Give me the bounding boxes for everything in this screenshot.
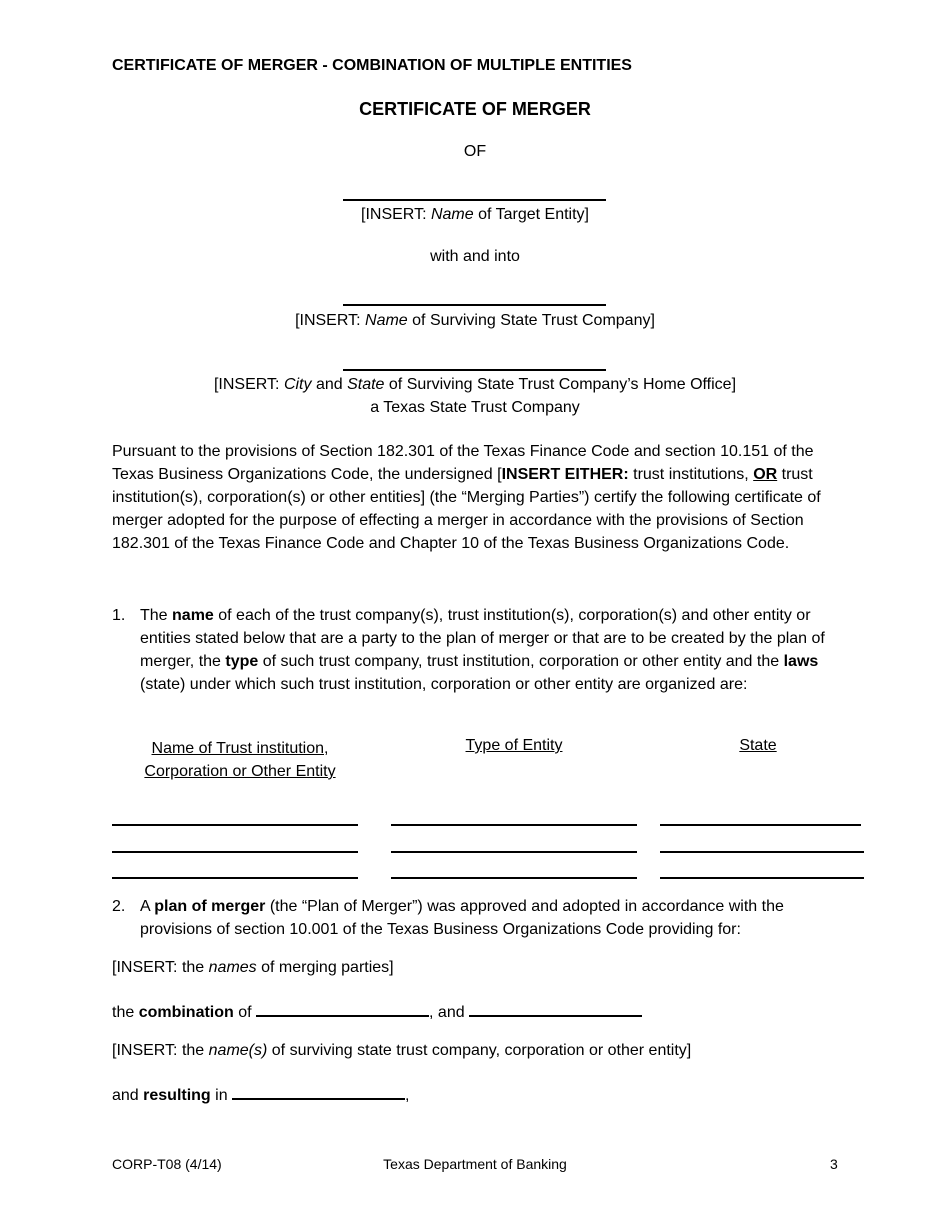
item-text: of such trust company, trust institution, corporation or other entity and the bbox=[258, 653, 784, 670]
entity-type-blank[interactable] bbox=[391, 824, 637, 826]
item-number: 1. bbox=[112, 607, 126, 624]
caption-prefix: [INSERT: bbox=[361, 206, 431, 223]
intro-text: Pursuant to the provisions of Section 182.301 of the Texas Finance Code and section 10.151 of the Texas Business Organizations Code, the undersigned [ bbox=[112, 443, 814, 483]
caption-suffix: of merging parties] bbox=[256, 959, 394, 976]
merging-parties-caption bbox=[112, 959, 394, 977]
caption-emph: names bbox=[208, 959, 257, 976]
surviving-entity-caption bbox=[112, 1042, 691, 1060]
intro-bold: INSERT EITHER: bbox=[501, 466, 629, 483]
col-header-line: Corporation or Other Entity bbox=[144, 763, 336, 780]
item-bold: type bbox=[225, 653, 259, 670]
combination-line bbox=[112, 1001, 642, 1022]
intro-text: trust institutions, bbox=[628, 466, 754, 483]
entity-name-blank[interactable] bbox=[112, 824, 358, 826]
resulting-end: , bbox=[405, 1087, 410, 1104]
caption-prefix: [INSERT: bbox=[295, 312, 366, 329]
footer-agency: Texas Department of Banking bbox=[383, 1156, 567, 1172]
item-1-body bbox=[140, 604, 842, 696]
surviving-company-blank[interactable] bbox=[343, 304, 606, 306]
entity-type-line: a Texas State Trust Company bbox=[370, 399, 580, 416]
caption-city: City bbox=[283, 376, 312, 393]
caption-suffix: of Surviving State Trust Company’s Home Office] bbox=[384, 376, 737, 393]
caption-suffix: of Target Entity] bbox=[473, 206, 589, 223]
item-text: (the “Plan of Merger”) was approved and adopted in accordance with the provisions of section 10.001 of the Texas Business Organizations Code providing for: bbox=[140, 898, 784, 938]
caption-prefix: [INSERT: the bbox=[112, 1042, 209, 1059]
intro-or: OR bbox=[753, 466, 778, 483]
entity-name-blank[interactable] bbox=[112, 877, 358, 879]
intro-text: trust institution(s), corporation(s) or other entities] (the “Merging Parties”) certify the following certificate of merger adopted for the purpose of effecting a merger in accordance with the provisions of Section 182.301 of the Texas Finance Code and Chapter 10 of the Texas Business Organizations Code. bbox=[112, 466, 821, 552]
combination-bold: combination bbox=[138, 1004, 234, 1021]
caption-emph: name(s) bbox=[208, 1042, 268, 1059]
item-1 bbox=[112, 604, 842, 696]
item-number: 2. bbox=[112, 898, 126, 915]
footer-form-id: CORP-T08 (4/14) bbox=[112, 1156, 222, 1172]
entity-state-blank[interactable] bbox=[660, 824, 861, 826]
target-entity-blank[interactable] bbox=[343, 199, 606, 201]
home-office-blank[interactable] bbox=[343, 369, 606, 371]
item-text: of each of the trust company(s), trust institution(s), corporation(s) and other entity or entities stated below that are a party to the plan of merger or that are to be created by the plan of merger, the bbox=[140, 607, 825, 670]
caption-suffix: of surviving state trust company, corporation or other entity] bbox=[267, 1042, 692, 1059]
target-entity-caption bbox=[0, 206, 950, 224]
caption-emph: Name bbox=[365, 312, 408, 329]
merging-party-2-blank[interactable] bbox=[469, 1001, 642, 1017]
caption-prefix: [INSERT: the bbox=[112, 959, 209, 976]
item-2-body bbox=[140, 895, 842, 941]
item-text: The bbox=[140, 607, 173, 624]
intro-paragraph bbox=[112, 440, 842, 555]
entity-name-blank[interactable] bbox=[112, 851, 358, 853]
surviving-entity-blank[interactable] bbox=[232, 1084, 405, 1100]
combination-separator: , and bbox=[429, 1004, 470, 1021]
caption-emph: Name bbox=[430, 206, 474, 223]
entity-state-blank[interactable] bbox=[660, 877, 864, 879]
entity-state-blank[interactable] bbox=[660, 851, 864, 853]
col-header-type: Type of Entity bbox=[465, 737, 563, 754]
resulting-line bbox=[112, 1084, 410, 1105]
item-text: (state) under which such trust institution, corporation or other entity are organized are: bbox=[140, 676, 748, 693]
resulting-text: and bbox=[112, 1087, 144, 1104]
footer-page-number: 3 bbox=[830, 1156, 838, 1172]
merging-party-1-blank[interactable] bbox=[256, 1001, 429, 1017]
item-2 bbox=[112, 895, 842, 941]
entity-type-blank[interactable] bbox=[391, 877, 637, 879]
resulting-text: in bbox=[210, 1087, 233, 1104]
surviving-company-caption bbox=[0, 312, 950, 330]
col-header-state: State bbox=[739, 737, 777, 754]
combination-text: of bbox=[233, 1004, 257, 1021]
caption-suffix: of Surviving State Trust Company] bbox=[407, 312, 655, 329]
of-label: OF bbox=[463, 143, 487, 160]
entity-type-blank[interactable] bbox=[391, 851, 637, 853]
item-bold: name bbox=[172, 607, 214, 624]
col-header-name bbox=[112, 737, 368, 783]
col-header-line: Name of Trust institution, bbox=[151, 740, 329, 757]
resulting-bold: resulting bbox=[143, 1087, 211, 1104]
caption-prefix: [INSERT: bbox=[213, 376, 284, 393]
combination-text: the bbox=[112, 1004, 139, 1021]
caption-mid: and bbox=[311, 376, 348, 393]
form-heading: CERTIFICATE OF MERGER - COMBINATION OF MULTIPLE ENTITIES bbox=[112, 57, 632, 74]
item-bold: plan of merger bbox=[154, 898, 266, 915]
document-title: CERTIFICATE OF MERGER bbox=[359, 99, 591, 119]
item-bold: laws bbox=[783, 653, 819, 670]
home-office-caption bbox=[0, 376, 950, 394]
with-and-into: with and into bbox=[430, 248, 520, 265]
item-text: A bbox=[140, 898, 155, 915]
caption-state: State bbox=[347, 376, 385, 393]
